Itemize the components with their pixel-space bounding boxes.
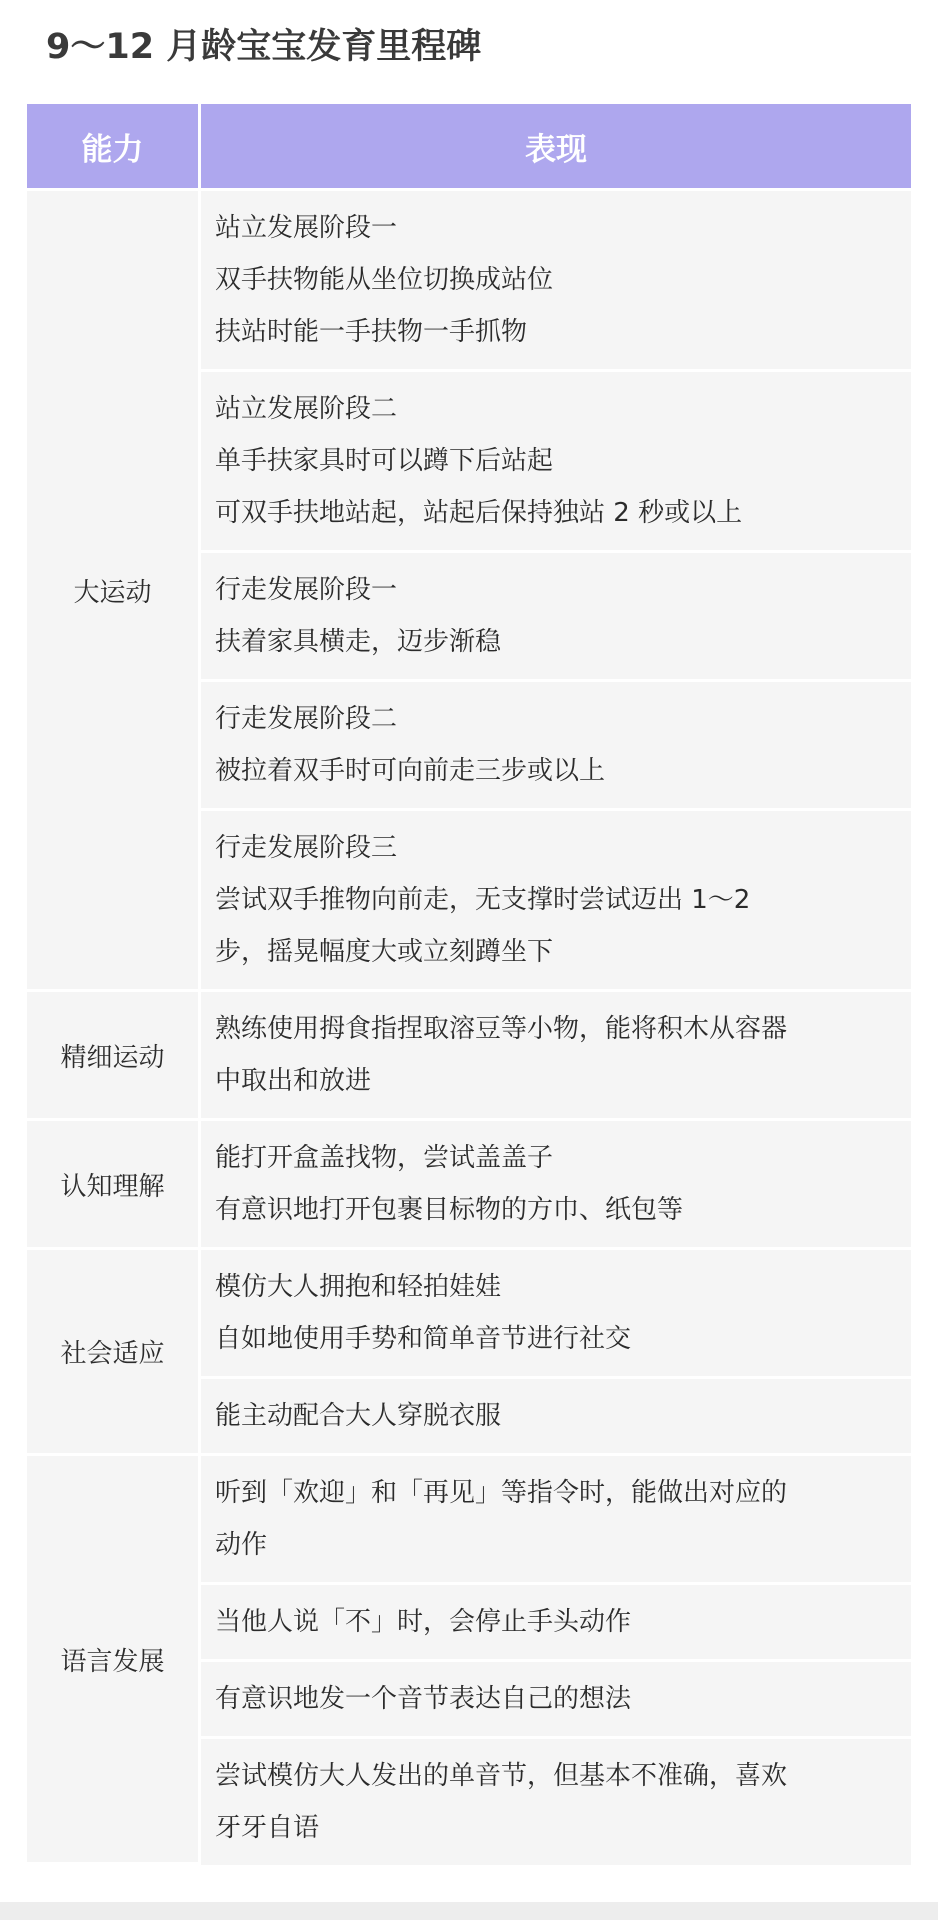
description-cell	[201, 372, 911, 553]
description-line: 行走发展阶段三	[215, 833, 398, 863]
description-cell	[201, 1739, 911, 1865]
description-line: 行走发展阶段一	[215, 575, 398, 605]
description-cell	[201, 1379, 911, 1456]
table-row	[27, 1250, 911, 1379]
table-body	[27, 191, 911, 1865]
description-line: 双手扶物能从坐位切换成站位	[215, 265, 554, 295]
description-line: 牙牙自语	[215, 1813, 320, 1843]
table-row	[27, 191, 911, 372]
description-line: 站立发展阶段一	[215, 213, 398, 243]
description-line: 尝试模仿大人发出的单音节，但基本不准确，喜欢	[215, 1761, 788, 1791]
description-line: 有意识地发一个音节表达自己的想法	[215, 1684, 632, 1714]
description-cell	[201, 811, 911, 992]
description-line: 步，摇晃幅度大或立刻蹲坐下	[215, 937, 554, 967]
description-cell	[201, 191, 911, 372]
description-line: 扶站时能一手扶物一手抓物	[215, 317, 528, 347]
description-cell	[201, 1250, 911, 1379]
description-line: 扶着家具横走，迈步渐稳	[215, 627, 502, 657]
column-header-ability: 能力	[27, 104, 201, 191]
description-cell	[201, 992, 911, 1121]
description-line: 动作	[215, 1530, 268, 1560]
category-cell-language: 语言发展	[27, 1456, 201, 1865]
description-line: 单手扶家具时可以蹲下后站起	[215, 446, 554, 476]
description-line: 听到「欢迎」和「再见」等指令时，能做出对应的	[215, 1478, 788, 1508]
description-cell	[201, 1585, 911, 1662]
description-line: 能打开盒盖找物，尝试盖盖子	[215, 1143, 554, 1173]
category-cell-fine-motor: 精细运动	[27, 992, 201, 1121]
description-line: 当他人说「不」时，会停止手头动作	[215, 1607, 632, 1637]
description-cell	[201, 1121, 911, 1250]
description-line: 尝试双手推物向前走，无支撑时尝试迈出 1～2	[215, 885, 751, 915]
description-line: 可双手扶地站起，站起后保持独站 2 秒或以上	[215, 498, 743, 528]
column-header-performance: 表现	[201, 104, 911, 191]
description-line: 行走发展阶段二	[215, 704, 398, 734]
description-cell	[201, 682, 911, 811]
description-line: 熟练使用拇食指捏取溶豆等小物，能将积木从容器	[215, 1014, 788, 1044]
bottom-strip	[0, 1902, 938, 1920]
category-cell-social: 社会适应	[27, 1250, 201, 1456]
page-title: 9～12 月龄宝宝发育里程碑	[46, 27, 482, 67]
table-row	[27, 992, 911, 1121]
category-cell-gross-motor: 大运动	[27, 191, 201, 992]
description-line: 能主动配合大人穿脱衣服	[215, 1401, 502, 1431]
description-line: 自如地使用手势和简单音节进行社交	[215, 1324, 632, 1354]
description-cell	[201, 553, 911, 682]
milestone-table	[27, 104, 911, 1865]
table-header-row	[27, 104, 911, 191]
category-cell-cognition: 认知理解	[27, 1121, 201, 1250]
description-cell	[201, 1662, 911, 1739]
description-cell	[201, 1456, 911, 1585]
table-row	[27, 1121, 911, 1250]
description-line: 被拉着双手时可向前走三步或以上	[215, 756, 606, 786]
description-line: 模仿大人拥抱和轻拍娃娃	[215, 1272, 502, 1302]
table-row	[27, 1456, 911, 1585]
description-line: 中取出和放进	[215, 1066, 372, 1096]
description-line: 有意识地打开包裹目标物的方巾、纸包等	[215, 1195, 684, 1225]
description-line: 站立发展阶段二	[215, 394, 398, 424]
